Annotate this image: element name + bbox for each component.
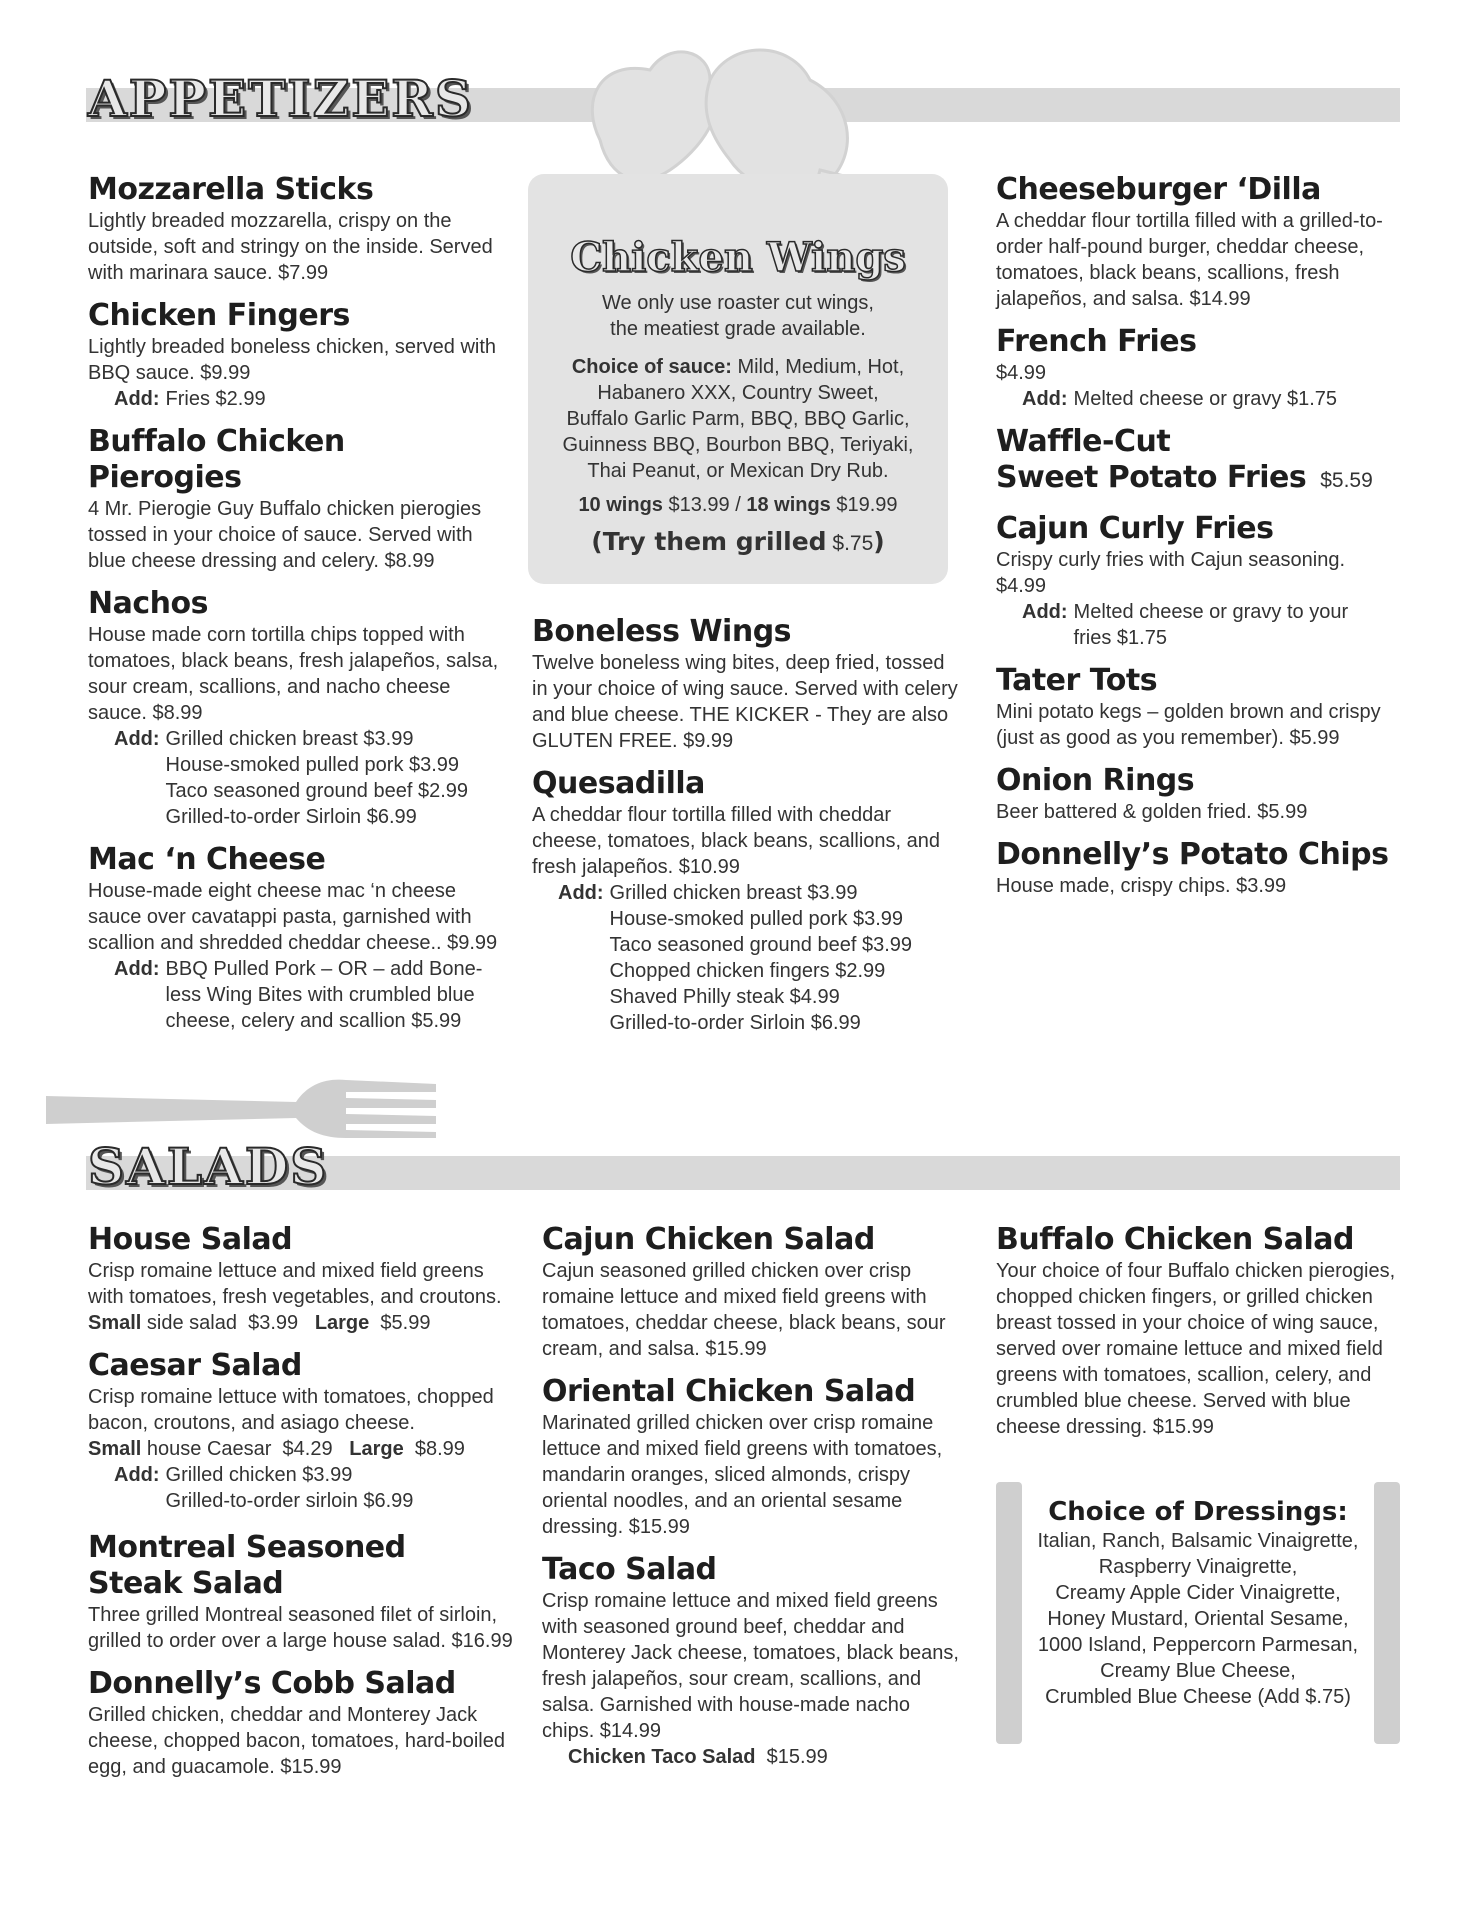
- item-name: Nachos: [88, 586, 208, 621]
- add-ons: [88, 1462, 518, 1514]
- menu-item: [88, 586, 508, 830]
- add-on-option: Fries $2.99: [165, 388, 266, 410]
- item-description: Crisp romaine lettuce with tomatoes, chopped bacon, croutons, and asiago cheese.: [88, 1386, 494, 1434]
- menu-item: [88, 172, 508, 286]
- add-on-option: Melted cheese or gravy $1.75: [1073, 388, 1338, 410]
- dressings-title: Choice of Dressings:: [1048, 1497, 1348, 1527]
- item-name: Taco Salad: [542, 1552, 717, 1587]
- item-name: Cajun Chicken Salad: [542, 1222, 875, 1257]
- wings-intro-line: We only use roaster cut wings,: [602, 292, 874, 314]
- item-name: Boneless Wings: [532, 614, 792, 649]
- box-edge-left: [996, 1482, 1022, 1744]
- add-on-option: House-smoked pulled pork $3.99: [609, 908, 904, 930]
- dressing-line: 1000 Island, Peppercorn Parmesan,: [1037, 1634, 1359, 1656]
- add-label: Add:: [1022, 601, 1068, 623]
- item-name: Quesadilla: [532, 766, 705, 801]
- item-description: House made corn tortilla chips topped with tomatoes, black beans, fresh jalapeños, salsa, sour cream, scallions, and nacho cheese sauce. $8.99: [88, 624, 499, 724]
- dressing-line: Creamy Blue Cheese,: [1100, 1660, 1296, 1682]
- sauce-options: Thai Peanut, or Mexican Dry Rub.: [587, 460, 889, 482]
- dressing-line: Creamy Apple Cider Vinaigrette,: [1055, 1582, 1341, 1604]
- menu-item: [88, 424, 508, 574]
- small-price: side salad $3.99: [141, 1312, 315, 1334]
- item-name: Buffalo Chicken Salad: [996, 1222, 1354, 1257]
- dressing-line: Italian, Ranch, Balsamic Vinaigrette,: [1037, 1530, 1359, 1552]
- menu-item: [88, 1348, 518, 1514]
- menu-item: [88, 298, 508, 412]
- size-prices: [88, 1310, 518, 1336]
- item-name: Cheeseburger ‘Dilla: [996, 172, 1321, 207]
- item-name: Waffle-Cut: [996, 424, 1171, 459]
- add-label: Add:: [114, 388, 160, 410]
- menu-item: [996, 324, 1396, 412]
- item-name: Mozzarella Sticks: [88, 172, 374, 207]
- add-on-option: Grilled chicken breast $3.99: [609, 882, 858, 904]
- wings-18-price: $19.99: [830, 494, 898, 516]
- menu-item: [532, 766, 962, 1036]
- item-description: Cajun seasoned grilled chicken over crisp romaine lettuce and mixed field greens with tomatoes, cheddar cheese, black beans, sour cream, and salsa. $15.99: [542, 1260, 946, 1360]
- item-description: Crisp romaine lettuce and mixed field greens with tomatoes, fresh vegetables, and croutons.: [88, 1260, 502, 1308]
- sauce-options: Mild, Medium, Hot,: [731, 356, 905, 378]
- item-name: Mac ‘n Cheese: [88, 842, 326, 877]
- menu-item: [88, 1222, 518, 1336]
- menu-item: [996, 511, 1396, 651]
- item-description: A cheddar flour tortilla filled with cheddar cheese, tomatoes, black beans, scallions, and fresh jalapeños. $10.99: [532, 804, 941, 878]
- grilled-close: ): [873, 527, 885, 556]
- grilled-label: (Try them grilled: [591, 527, 827, 556]
- add-ons: [996, 599, 1396, 651]
- item-price: $5.59: [1320, 469, 1373, 492]
- dressing-line: Crumbled Blue Cheese (Add $.75): [1045, 1686, 1351, 1708]
- box-edge-right: [1374, 1482, 1400, 1744]
- item-name: House Salad: [88, 1222, 293, 1257]
- item-description: Lightly breaded boneless chicken, served with BBQ sauce. $9.99: [88, 336, 497, 384]
- item-description: Your choice of four Buffalo chicken pierogies, chopped chicken fingers, or grilled chicken breast tossed in your choice of wing sauce, served over romaine lettuce and mixed field greens with tomatoes, scallion, celery, and crumbled blue cheese. Served with blue cheese dressing. $15.99: [996, 1260, 1396, 1438]
- sauce-label: Choice of sauce:: [571, 356, 732, 378]
- item-description: Grilled chicken, cheddar and Monterey Jack cheese, chopped bacon, tomatoes, hard-boiled egg, and guacamole. $15.99: [88, 1704, 505, 1778]
- large-price: $5.99: [369, 1312, 431, 1334]
- add-on-option: Grilled-to-order sirloin $6.99: [165, 1490, 414, 1512]
- appetizers-column-2: [532, 614, 962, 1048]
- item-name: Donnelly’s Cobb Salad: [88, 1666, 456, 1701]
- appetizers-title: APPETIZERS: [88, 69, 473, 128]
- menu-item: [532, 614, 962, 754]
- item-name: French Fries: [996, 324, 1197, 359]
- variant-name: Chicken Taco Salad: [568, 1746, 756, 1768]
- add-on-option: BBQ Pulled Pork – OR – add Bone-: [165, 958, 483, 980]
- item-description: Lightly breaded mozzarella, crispy on the outside, soft and stringy on the inside. Served with marinara sauce. $7.99: [88, 210, 493, 284]
- item-name: Donnelly’s Potato Chips: [996, 837, 1389, 872]
- add-ons: [532, 880, 962, 1036]
- dressings-box: [996, 1482, 1400, 1744]
- item-name: Onion Rings: [996, 763, 1195, 798]
- item-name: Sweet Potato Fries: [996, 460, 1307, 495]
- item-description: Marinated grilled chicken over crisp romaine lettuce and mixed field greens with tomatoes, mandarin oranges, sliced almonds, crispy oriental noodles, and an oriental sesame dressing. $15.99: [542, 1412, 943, 1538]
- wings-10-price: $13.99 /: [662, 494, 747, 516]
- item-description: 4 Mr. Pierogie Guy Buffalo chicken pierogies tossed in your choice of sauce. Served with blue cheese dressing and celery. $8.99: [88, 498, 482, 572]
- chicken-wings-box: [528, 174, 948, 584]
- wings-10-label: 10 wings: [578, 494, 663, 516]
- menu-item: [996, 424, 1396, 499]
- item-name: Tater Tots: [996, 663, 1158, 698]
- dressing-line: Honey Mustard, Oriental Sesame,: [1047, 1608, 1349, 1630]
- wings-18-label: 18 wings: [746, 494, 831, 516]
- menu-item: [996, 172, 1396, 312]
- menu-item: [996, 1222, 1400, 1440]
- menu-item: [996, 763, 1396, 825]
- salads-title: SALADS: [88, 1137, 329, 1196]
- wings-sauce-line: [528, 354, 948, 380]
- item-description: A cheddar flour tortilla filled with a grilled-to-order half-pound burger, cheddar cheese, tomatoes, black beans, scallions, fresh jalapeños, and salsa. $14.99: [996, 210, 1383, 310]
- add-ons: [996, 386, 1396, 412]
- item-name-line-2: [996, 460, 1396, 499]
- salads-column-1: [88, 1222, 518, 1792]
- add-on-option: Grilled chicken breast $3.99: [165, 728, 414, 750]
- add-on-option: Shaved Philly steak $4.99: [609, 986, 840, 1008]
- add-on-option: Taco seasoned ground beef $2.99: [165, 780, 469, 802]
- item-name: Cajun Curly Fries: [996, 511, 1274, 546]
- add-on-option: cheese, celery and scallion $5.99: [165, 1010, 462, 1032]
- item-description: $4.99: [996, 362, 1047, 384]
- variant-price: $15.99: [755, 1746, 828, 1768]
- menu-item: [542, 1222, 962, 1362]
- add-ons: [88, 956, 508, 1034]
- add-on-option: Grilled-to-order Sirloin $6.99: [165, 806, 417, 828]
- add-on-option: House-smoked pulled pork $3.99: [165, 754, 460, 776]
- add-label: Add:: [114, 1464, 160, 1486]
- add-on-option: Chopped chicken fingers $2.99: [609, 960, 886, 982]
- add-ons: [88, 726, 508, 830]
- add-label: Add:: [114, 958, 160, 980]
- menu-item: [88, 1666, 518, 1780]
- small-label: Small: [88, 1312, 142, 1334]
- wings-grilled-line: [528, 526, 948, 560]
- large-label: Large: [349, 1438, 404, 1460]
- fork-icon: [46, 1078, 446, 1140]
- appetizers-column-3: [996, 172, 1396, 911]
- large-price: $8.99: [403, 1438, 465, 1460]
- menu-item: [542, 1552, 962, 1770]
- menu-item: [996, 837, 1396, 899]
- small-price: house Caesar $4.29: [141, 1438, 350, 1460]
- grilled-price: $.75: [826, 532, 874, 555]
- sauce-options: Buffalo Garlic Parm, BBQ, BBQ Garlic,: [566, 408, 910, 430]
- add-on-option: Melted cheese or gravy to your: [1073, 601, 1349, 623]
- add-on-option: fries $1.75: [1073, 627, 1167, 649]
- item-name: Oriental Chicken Salad: [542, 1374, 916, 1409]
- salads-column-3: [996, 1222, 1400, 1452]
- chicken-wings-title: Chicken Wings: [570, 234, 906, 281]
- item-description: Crispy curly fries with Cajun seasoning. $4.99: [996, 549, 1346, 597]
- add-label: Add:: [1022, 388, 1068, 410]
- item-description: Crisp romaine lettuce and mixed field greens with seasoned ground beef, cheddar and Monterey Jack cheese, tomatoes, black beans, fresh jalapeños, sour cream, scallions, and salsa. Garnished with house-made nacho chips. $14.99: [542, 1590, 959, 1742]
- menu-item: [88, 842, 508, 1034]
- item-name: Caesar Salad: [88, 1348, 302, 1383]
- item-name-line-2: Steak Salad: [88, 1566, 284, 1601]
- wings-pricing: [528, 492, 948, 518]
- salads-column-2: [542, 1222, 962, 1782]
- item-variant: [542, 1744, 962, 1770]
- large-label: Large: [314, 1312, 370, 1334]
- item-description: Twelve boneless wing bites, deep fried, tossed in your choice of wing sauce. Served with celery and blue cheese. THE KICKER - They are also GLUTEN FREE. $9.99: [532, 652, 958, 752]
- add-label: Add:: [114, 728, 160, 750]
- sauce-options: Guinness BBQ, Bourbon BBQ, Teriyaki,: [562, 434, 914, 456]
- item-description: Beer battered & golden fried. $5.99: [996, 801, 1308, 823]
- menu-item: [542, 1374, 962, 1540]
- add-on-option: Grilled chicken $3.99: [165, 1464, 353, 1486]
- add-on-option: Grilled-to-order Sirloin $6.99: [609, 1012, 861, 1034]
- appetizers-column-1: [88, 172, 508, 1046]
- add-on-option: less Wing Bites with crumbled blue: [165, 984, 475, 1006]
- item-name: Chicken Fingers: [88, 298, 350, 333]
- item-name: Buffalo Chicken Pierogies: [88, 424, 345, 495]
- item-description: House-made eight cheese mac ‘n cheese sauce over cavatappi pasta, garnished with scallion and shredded cheddar cheese.. $9.99: [88, 880, 498, 954]
- item-description: House made, crispy chips. $3.99: [996, 875, 1287, 897]
- item-description: Mini potato kegs – golden brown and crispy (just as good as you remember). $5.99: [996, 701, 1381, 749]
- sauce-options: Habanero XXX, Country Sweet,: [597, 382, 879, 404]
- menu-item: [88, 1530, 518, 1654]
- add-label: Add:: [558, 882, 604, 904]
- small-label: Small: [88, 1438, 142, 1460]
- add-ons: [88, 386, 508, 412]
- add-on-option: Taco seasoned ground beef $3.99: [609, 934, 913, 956]
- item-name: Montreal Seasoned: [88, 1530, 406, 1565]
- item-description: Three grilled Montreal seasoned filet of sirloin, grilled to order over a large house salad. $16.99: [88, 1604, 513, 1652]
- size-prices: [88, 1436, 518, 1462]
- dressing-line: Raspberry Vinaigrette,: [1098, 1556, 1298, 1578]
- wings-intro-line: the meatiest grade available.: [610, 318, 866, 340]
- menu-item: [996, 663, 1396, 751]
